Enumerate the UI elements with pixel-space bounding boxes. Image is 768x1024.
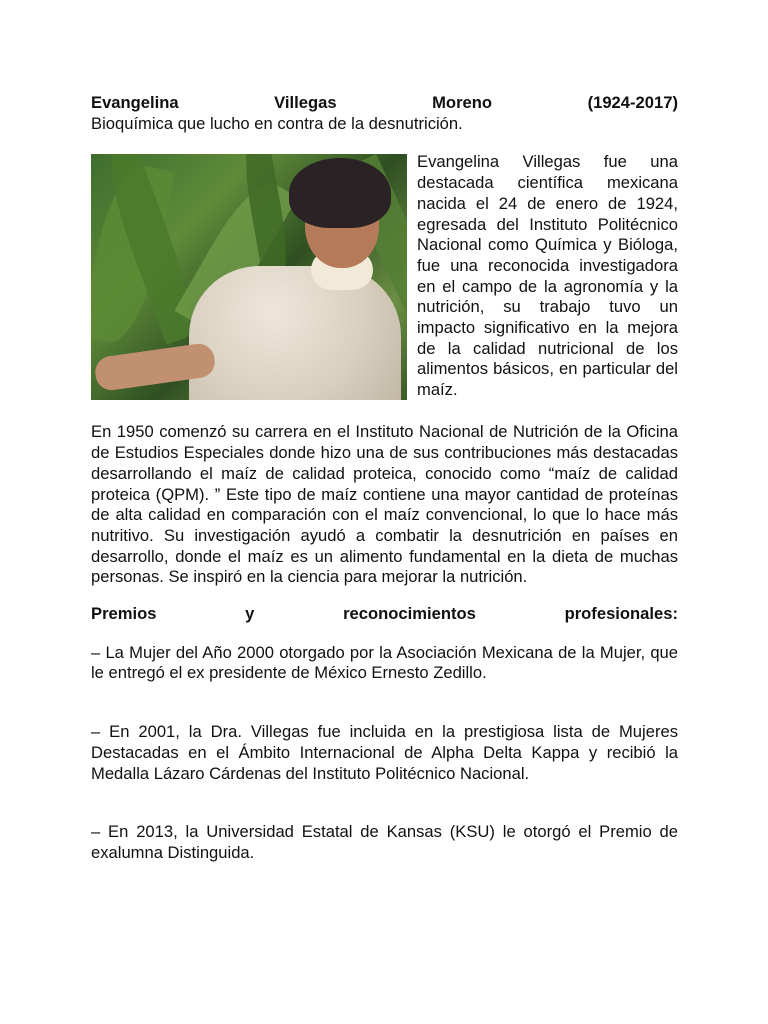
document-title	[91, 93, 678, 114]
awards-heading	[91, 604, 678, 625]
award-item: – En 2013, la Universidad Estatal de Kansas (KSU) le otorgó el Premio de exalumna Distinguida.	[91, 822, 678, 862]
title-years: (1924-2017)	[587, 93, 678, 112]
heading-word: profesionales:	[564, 604, 678, 624]
title-word: Moreno	[432, 93, 493, 112]
heading-word: Premios	[91, 604, 157, 624]
title-word: Villegas	[274, 93, 337, 112]
document-subtitle: Bioquímica que lucho en contra de la desnutrición.	[91, 113, 463, 133]
award-item: – La Mujer del Año 2000 otorgado por la Asociación Mexicana de la Mujer, que le entregó el ex presidente de México Ernesto Zedillo.	[91, 642, 678, 683]
award-item: – En 2001, la Dra. Villegas fue incluida en la prestigiosa lista de Mujeres Destacadas en el Ámbito Internacional de Alpha Delta Kappa y recibió la Medalla Lázaro Cárdenas del Instituto Politécnico Nacional.	[91, 722, 678, 783]
intro-paragraph: Evangelina Villegas fue una destacada científica mexicana nacida el 24 de enero de 1924, egresada del Instituto Politécnico Nacional como Química y Bióloga, fue una reconocida investigadora en el campo de la agronomía y la nutrición, su trabajo tuvo un impacto significativo en la mejora de la calidad nutricional de los alimentos básicos, en particular del maíz.	[417, 152, 678, 400]
intro-section	[91, 152, 678, 406]
career-paragraph: En 1950 comenzó su carrera en el Instituto Nacional de Nutrición de la Oficina de Estudios Especiales donde hizo una de sus contribuciones más destacadas desarrollando el maíz de calidad proteica, conocido como “maíz de calidad proteica (QPM). ” Este tipo de maíz contiene una mayor cantidad de proteínas de alta calidad en comparación con el maíz convencional, lo que lo hace más nutritivo. Su investigación ayudó a combatir la desnutrición en países en desarrollo, donde el maíz es un alimento fundamental en la dieta de muchas personas. Se inspiró en la ciencia para mejorar la nutrición.	[91, 422, 678, 587]
heading-word: y	[245, 604, 255, 624]
heading-word: reconocimientos	[343, 604, 476, 624]
document-page	[91, 93, 678, 864]
portrait-photo-icon	[91, 154, 407, 400]
title-word: Evangelina	[91, 93, 179, 112]
